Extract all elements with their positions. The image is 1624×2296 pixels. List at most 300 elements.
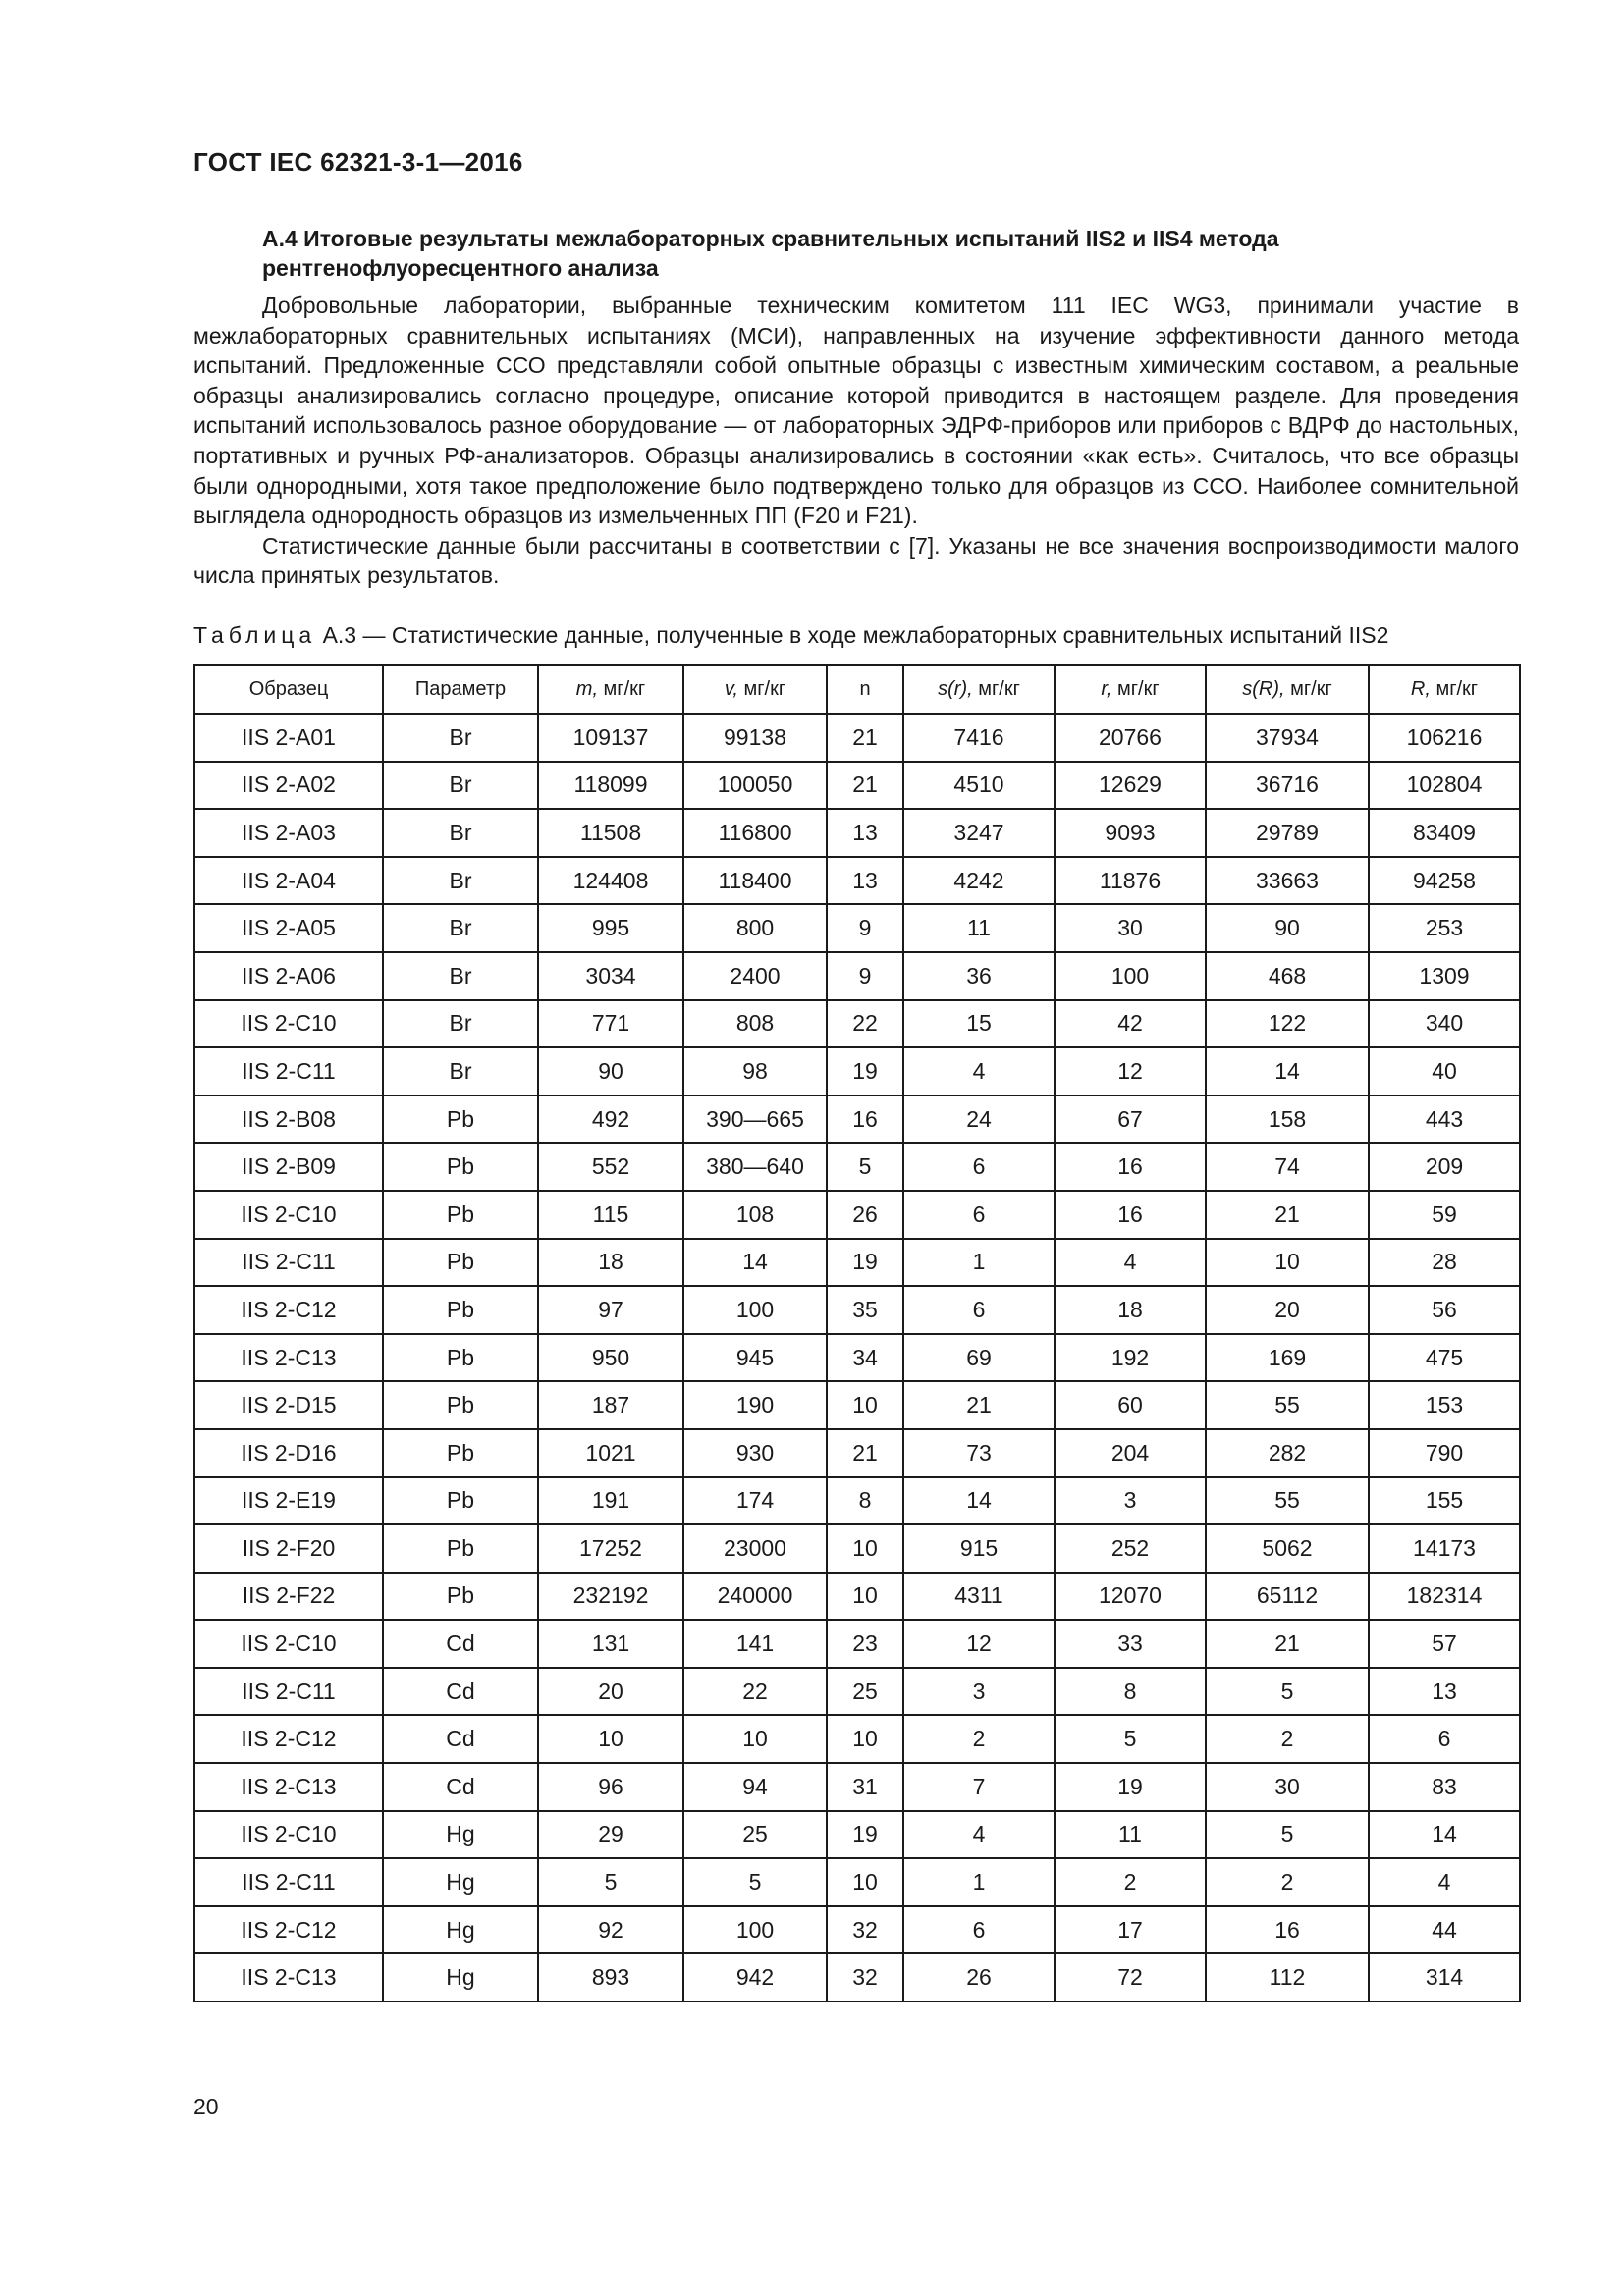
table-cell: IIS 2-C13 (194, 1334, 383, 1382)
table-cell: 21 (1206, 1620, 1369, 1668)
table-row (194, 1906, 1520, 1954)
table-cell: 4 (1369, 1858, 1520, 1906)
table-cell: 20 (538, 1668, 683, 1716)
table-cell: 1 (903, 1858, 1055, 1906)
table-header-row (194, 665, 1520, 714)
table-cell: IIS 2-B08 (194, 1095, 383, 1144)
table-cell: 19 (827, 1239, 903, 1287)
table-cell: 20766 (1055, 714, 1206, 762)
column-header-unit: мг/кг (1430, 677, 1479, 700)
table-cell: Hg (383, 1953, 538, 2002)
table-cell: 10 (827, 1381, 903, 1429)
column-header-symbol: m, (575, 677, 598, 700)
table-cell: Cd (383, 1763, 538, 1811)
table-cell: Br (383, 1000, 538, 1048)
table-cell: 10 (827, 1573, 903, 1621)
table-cell: 28 (1369, 1239, 1520, 1287)
table-body (194, 714, 1520, 2002)
table-cell: 893 (538, 1953, 683, 2002)
table-row (194, 1858, 1520, 1906)
table-cell: 314 (1369, 1953, 1520, 2002)
table-cell: 8 (827, 1477, 903, 1525)
table-cell: 124408 (538, 857, 683, 905)
column-header (1206, 665, 1369, 714)
column-header-unit: Параметр (414, 677, 507, 700)
table-cell: 19 (827, 1811, 903, 1859)
table-cell: 25 (827, 1668, 903, 1716)
table-cell: Br (383, 904, 538, 952)
table-cell: 15 (903, 1000, 1055, 1048)
table-cell: Br (383, 714, 538, 762)
column-header-unit: мг/кг (598, 677, 646, 700)
table-cell: 9 (827, 952, 903, 1000)
table-cell: Br (383, 762, 538, 810)
table-row (194, 1811, 1520, 1859)
table-cell: 40 (1369, 1047, 1520, 1095)
table-cell: 20 (1206, 1286, 1369, 1334)
column-header (1055, 665, 1206, 714)
table-cell: IIS 2-C10 (194, 1620, 383, 1668)
table-cell: IIS 2-B09 (194, 1143, 383, 1191)
table-cell: 4311 (903, 1573, 1055, 1621)
table-cell: 475 (1369, 1334, 1520, 1382)
table-cell: 7416 (903, 714, 1055, 762)
table-cell: 3034 (538, 952, 683, 1000)
table-row (194, 1239, 1520, 1287)
column-header (903, 665, 1055, 714)
table-cell: IIS 2-C11 (194, 1858, 383, 1906)
table-cell: 1 (903, 1239, 1055, 1287)
statistics-table (193, 664, 1521, 2002)
table-row (194, 762, 1520, 810)
table-cell: 14173 (1369, 1524, 1520, 1573)
table-cell: 169 (1206, 1334, 1369, 1382)
table-cell: 94258 (1369, 857, 1520, 905)
table-cell: 930 (683, 1429, 827, 1477)
table-cell: 915 (903, 1524, 1055, 1573)
table-row (194, 904, 1520, 952)
table-cell: 112 (1206, 1953, 1369, 2002)
table-cell: 69 (903, 1334, 1055, 1382)
table-cell: 60 (1055, 1381, 1206, 1429)
table-cell: 13 (827, 809, 903, 857)
table-cell: 9093 (1055, 809, 1206, 857)
table-cell: 29789 (1206, 809, 1369, 857)
table-cell: IIS 2-A05 (194, 904, 383, 952)
table-cell: 4242 (903, 857, 1055, 905)
table-cell: IIS 2-C13 (194, 1953, 383, 2002)
table-cell: 74 (1206, 1143, 1369, 1191)
table-cell: Pb (383, 1239, 538, 1287)
table-cell: 11 (903, 904, 1055, 952)
table-cell: 100050 (683, 762, 827, 810)
table-cell: 21 (903, 1381, 1055, 1429)
column-header-symbol: s(R), (1242, 677, 1285, 700)
table-cell: 11508 (538, 809, 683, 857)
table-cell: IIS 2-C10 (194, 1811, 383, 1859)
table-cell: 18 (538, 1239, 683, 1287)
table-cell: IIS 2-F22 (194, 1573, 383, 1621)
table-cell: Pb (383, 1573, 538, 1621)
table-cell: Hg (383, 1906, 538, 1954)
table-cell: 4510 (903, 762, 1055, 810)
table-cell: 24 (903, 1095, 1055, 1144)
table-caption-text: А.3 — Статистические данные, полученные в ходе межлабораторных сравнительных испытаний IIS2 (316, 622, 1389, 648)
table-cell: 2 (1206, 1858, 1369, 1906)
table-cell: 73 (903, 1429, 1055, 1477)
table-cell: 16 (827, 1095, 903, 1144)
table-cell: 5 (683, 1858, 827, 1906)
table-cell: IIS 2-D16 (194, 1429, 383, 1477)
table-cell: 942 (683, 1953, 827, 2002)
table-cell: 55 (1206, 1381, 1369, 1429)
table-cell: 131 (538, 1620, 683, 1668)
table-cell: 30 (1055, 904, 1206, 952)
table-cell: 16 (1206, 1906, 1369, 1954)
table-cell: 56 (1369, 1286, 1520, 1334)
table-cell: 950 (538, 1334, 683, 1382)
table-cell: 31 (827, 1763, 903, 1811)
section-title (262, 224, 1519, 283)
table-cell: IIS 2-E19 (194, 1477, 383, 1525)
table-cell: IIS 2-A06 (194, 952, 383, 1000)
section-title-line-1: А.4 Итоговые результаты межлабораторных сравнительных испытаний IIS2 и IIS4 метода (262, 226, 1279, 251)
table-cell: 252 (1055, 1524, 1206, 1573)
table-cell: 158 (1206, 1095, 1369, 1144)
table-cell: 67 (1055, 1095, 1206, 1144)
table-cell: 2400 (683, 952, 827, 1000)
table-cell: 552 (538, 1143, 683, 1191)
table-cell: IIS 2-C10 (194, 1191, 383, 1239)
table-cell: 44 (1369, 1906, 1520, 1954)
table-row (194, 1715, 1520, 1763)
table-cell: IIS 2-C12 (194, 1715, 383, 1763)
table-row (194, 1095, 1520, 1144)
table-row (194, 1334, 1520, 1382)
table-cell: 32 (827, 1906, 903, 1954)
table-cell: IIS 2-F20 (194, 1524, 383, 1573)
table-cell: Cd (383, 1715, 538, 1763)
table-cell: 443 (1369, 1095, 1520, 1144)
table-cell: 30 (1206, 1763, 1369, 1811)
table-cell: 19 (1055, 1763, 1206, 1811)
table-cell: IIS 2-C11 (194, 1668, 383, 1716)
table-cell: 141 (683, 1620, 827, 1668)
table-cell: 59 (1369, 1191, 1520, 1239)
table-caption (193, 620, 1519, 650)
table-cell: 3 (903, 1668, 1055, 1716)
table-cell: 995 (538, 904, 683, 952)
table-cell: IIS 2-A03 (194, 809, 383, 857)
table-cell: 26 (903, 1953, 1055, 2002)
table-cell: 240000 (683, 1573, 827, 1621)
table-cell: 5 (1055, 1715, 1206, 1763)
table-cell: 65112 (1206, 1573, 1369, 1621)
table-cell: 32 (827, 1953, 903, 2002)
table-cell: 5 (827, 1143, 903, 1191)
table-cell: 106216 (1369, 714, 1520, 762)
table-caption-label: Таблица (193, 622, 317, 648)
table-cell: 945 (683, 1334, 827, 1382)
table-cell: 36716 (1206, 762, 1369, 810)
table-cell: 17 (1055, 1906, 1206, 1954)
table-cell: 7 (903, 1763, 1055, 1811)
table-cell: 6 (1369, 1715, 1520, 1763)
table-cell: 6 (903, 1143, 1055, 1191)
table-cell: 118099 (538, 762, 683, 810)
table-cell: 29 (538, 1811, 683, 1859)
table-cell: 4 (903, 1047, 1055, 1095)
table-cell: 12 (1055, 1047, 1206, 1095)
table-cell: 25 (683, 1811, 827, 1859)
table-cell: 174 (683, 1477, 827, 1525)
table-cell: 35 (827, 1286, 903, 1334)
table-row (194, 952, 1520, 1000)
table-row (194, 1143, 1520, 1191)
table-cell: 90 (1206, 904, 1369, 952)
table-cell: 5062 (1206, 1524, 1369, 1573)
table-cell: 17252 (538, 1524, 683, 1573)
table-row (194, 714, 1520, 762)
table-cell: Br (383, 857, 538, 905)
table-cell: 5 (1206, 1811, 1369, 1859)
table-cell: 5 (538, 1858, 683, 1906)
table-cell: 102804 (1369, 762, 1520, 810)
table-cell: IIS 2-A01 (194, 714, 383, 762)
table-cell: 36 (903, 952, 1055, 1000)
table-cell: 115 (538, 1191, 683, 1239)
table-cell: 96 (538, 1763, 683, 1811)
table-row (194, 1000, 1520, 1048)
table-cell: IIS 2-A04 (194, 857, 383, 905)
table-cell: 2 (1206, 1715, 1369, 1763)
table-cell: 12070 (1055, 1573, 1206, 1621)
table-cell: 122 (1206, 1000, 1369, 1048)
table-cell: 83 (1369, 1763, 1520, 1811)
table-cell: 10 (683, 1715, 827, 1763)
table-cell: IIS 2-C13 (194, 1763, 383, 1811)
table-cell: 22 (683, 1668, 827, 1716)
table-cell: 13 (1369, 1668, 1520, 1716)
column-header-symbol: r, (1101, 677, 1112, 700)
table-cell: 21 (827, 714, 903, 762)
table-cell: 10 (1206, 1239, 1369, 1287)
table-cell: 16 (1055, 1143, 1206, 1191)
table-cell: 282 (1206, 1429, 1369, 1477)
table-row (194, 1573, 1520, 1621)
table-row (194, 1953, 1520, 2002)
table-cell: Cd (383, 1668, 538, 1716)
column-header-unit: мг/кг (1284, 677, 1332, 700)
table-cell: 800 (683, 904, 827, 952)
table-cell: 2 (903, 1715, 1055, 1763)
table-cell: 6 (903, 1286, 1055, 1334)
table-cell: 23 (827, 1620, 903, 1668)
table-cell: 14 (1206, 1047, 1369, 1095)
table-row (194, 1763, 1520, 1811)
table-cell: 192 (1055, 1334, 1206, 1382)
table-cell: 116800 (683, 809, 827, 857)
table-cell: 22 (827, 1000, 903, 1048)
table-cell: 21 (1206, 1191, 1369, 1239)
table-cell: Pb (383, 1477, 538, 1525)
table-cell: 26 (827, 1191, 903, 1239)
column-header (383, 665, 538, 714)
table-cell: 98 (683, 1047, 827, 1095)
table-cell: 11876 (1055, 857, 1206, 905)
table-cell: 253 (1369, 904, 1520, 952)
table-cell: 2 (1055, 1858, 1206, 1906)
table-cell: 12629 (1055, 762, 1206, 810)
table-cell: Pb (383, 1095, 538, 1144)
table-cell: 1309 (1369, 952, 1520, 1000)
table-cell: 99138 (683, 714, 827, 762)
table-cell: 13 (827, 857, 903, 905)
column-header (194, 665, 383, 714)
table-cell: 9 (827, 904, 903, 952)
table-cell: 19 (827, 1047, 903, 1095)
table-cell: 790 (1369, 1429, 1520, 1477)
table-cell: 232192 (538, 1573, 683, 1621)
column-header-symbol: s(r), (938, 677, 973, 700)
table-cell: 34 (827, 1334, 903, 1382)
table-cell: 380—640 (683, 1143, 827, 1191)
table-cell: 23000 (683, 1524, 827, 1573)
table-cell: 190 (683, 1381, 827, 1429)
table-cell: 100 (683, 1286, 827, 1334)
table-cell: 6 (903, 1906, 1055, 1954)
table-cell: Br (383, 1047, 538, 1095)
table-row (194, 1286, 1520, 1334)
table-cell: 100 (1055, 952, 1206, 1000)
column-header (1369, 665, 1520, 714)
column-header-unit: Образец (248, 677, 329, 700)
table-cell: 5 (1206, 1668, 1369, 1716)
table-cell: IIS 2-A02 (194, 762, 383, 810)
table-row (194, 1191, 1520, 1239)
table-cell: 14 (683, 1239, 827, 1287)
table-cell: 21 (827, 1429, 903, 1477)
table-cell: 57 (1369, 1620, 1520, 1668)
column-header-symbol: v, (724, 677, 738, 700)
table-row (194, 1620, 1520, 1668)
table-cell: IIS 2-C11 (194, 1047, 383, 1095)
table-cell: 14 (903, 1477, 1055, 1525)
column-header-unit: мг/кг (1111, 677, 1160, 700)
table-cell: 11 (1055, 1811, 1206, 1859)
table-cell: 10 (827, 1858, 903, 1906)
table-cell: 33663 (1206, 857, 1369, 905)
table-row (194, 1047, 1520, 1095)
table-cell: 10 (827, 1715, 903, 1763)
table-cell: 3247 (903, 809, 1055, 857)
table-cell: 10 (827, 1524, 903, 1573)
table-cell: 340 (1369, 1000, 1520, 1048)
table-cell: 191 (538, 1477, 683, 1525)
table-cell: 10 (538, 1715, 683, 1763)
table-cell: IIS 2-C12 (194, 1286, 383, 1334)
table-cell: 1021 (538, 1429, 683, 1477)
table-row (194, 1477, 1520, 1525)
table-cell: 187 (538, 1381, 683, 1429)
table-row (194, 1429, 1520, 1477)
table-cell: 209 (1369, 1143, 1520, 1191)
section-title-line-2: рентгенофлуоресцентного анализа (262, 255, 659, 281)
table-cell: 390—665 (683, 1095, 827, 1144)
column-header (538, 665, 683, 714)
table-row (194, 1668, 1520, 1716)
column-header-unit: мг/кг (737, 677, 786, 700)
paragraph-1: Добровольные лаборатории, выбранные техническим комитетом 111 IEC WG3, принимали участие в межлабораторных сравнительных испытаниях (МСИ), направленных на изучение эффективности данного метода испытаний. Предложенные ССО представляли собой опытные образцы с известным химическим составом, а реальные образцы анализировались согласно процедуре, описание которой приводится в настоящем разделе. Для проведения испытаний использовалось разное оборудование — от лабораторных ЭДРФ-приборов или приборов с ВДРФ до настольных, портативных и ручных РФ-анализаторов. Образцы анализировались в состоянии «как есть». Считалось, что все образцы были однородными, хотя такое предположение было подтверждено только для образцов из ССО. Наиболее сомнительной выглядела однородность образцов из измельченных ПП (F20 и F21). (193, 293, 1519, 529)
table-cell: 8 (1055, 1668, 1206, 1716)
table-cell: 14 (1369, 1811, 1520, 1859)
page-number: 20 (193, 2094, 219, 2119)
table-cell: Pb (383, 1286, 538, 1334)
table-cell: 6 (903, 1191, 1055, 1239)
table-cell: 90 (538, 1047, 683, 1095)
table-cell: 100 (683, 1906, 827, 1954)
table-cell: Pb (383, 1334, 538, 1382)
table-cell: 808 (683, 1000, 827, 1048)
table-row (194, 1524, 1520, 1573)
table-row (194, 1381, 1520, 1429)
table-cell: Hg (383, 1858, 538, 1906)
column-header-unit: n (859, 677, 871, 700)
table-cell: 3 (1055, 1477, 1206, 1525)
table-cell: Cd (383, 1620, 538, 1668)
table-cell: 55 (1206, 1477, 1369, 1525)
table-cell: Hg (383, 1811, 538, 1859)
table-cell: 18 (1055, 1286, 1206, 1334)
table-cell: Pb (383, 1191, 538, 1239)
table-cell: 94 (683, 1763, 827, 1811)
table-cell: Pb (383, 1381, 538, 1429)
table-cell: Pb (383, 1524, 538, 1573)
paragraph-2: Статистические данные были рассчитаны в соответствии с [7]. Указаны не все значения воспроизводимости малого числа принятых результатов. (193, 532, 1519, 589)
table-cell: 4 (903, 1811, 1055, 1859)
table-cell: 33 (1055, 1620, 1206, 1668)
table-cell: IIS 2-C10 (194, 1000, 383, 1048)
table-cell: 771 (538, 1000, 683, 1048)
table-cell: 468 (1206, 952, 1369, 1000)
table-cell: 42 (1055, 1000, 1206, 1048)
table-cell: IIS 2-D15 (194, 1381, 383, 1429)
table-cell: 108 (683, 1191, 827, 1239)
table-cell: 492 (538, 1095, 683, 1144)
table-cell: Br (383, 809, 538, 857)
table-cell: 118400 (683, 857, 827, 905)
table-cell: 97 (538, 1286, 683, 1334)
table-cell: 92 (538, 1906, 683, 1954)
table-cell: Pb (383, 1143, 538, 1191)
table-row (194, 809, 1520, 857)
table-row (194, 857, 1520, 905)
column-header-symbol: R, (1410, 677, 1431, 700)
document-code: ГОСТ IEC 62321-3-1—2016 (193, 147, 523, 177)
table-cell: 204 (1055, 1429, 1206, 1477)
table-cell: 109137 (538, 714, 683, 762)
table-cell: 4 (1055, 1239, 1206, 1287)
column-header-unit: мг/кг (972, 677, 1020, 700)
column-header (683, 665, 827, 714)
table-cell: 16 (1055, 1191, 1206, 1239)
table-cell: 72 (1055, 1953, 1206, 2002)
table-cell: IIS 2-C12 (194, 1906, 383, 1954)
table-cell: 83409 (1369, 809, 1520, 857)
table-cell: 12 (903, 1620, 1055, 1668)
table-cell: 182314 (1369, 1573, 1520, 1621)
table-cell: 37934 (1206, 714, 1369, 762)
